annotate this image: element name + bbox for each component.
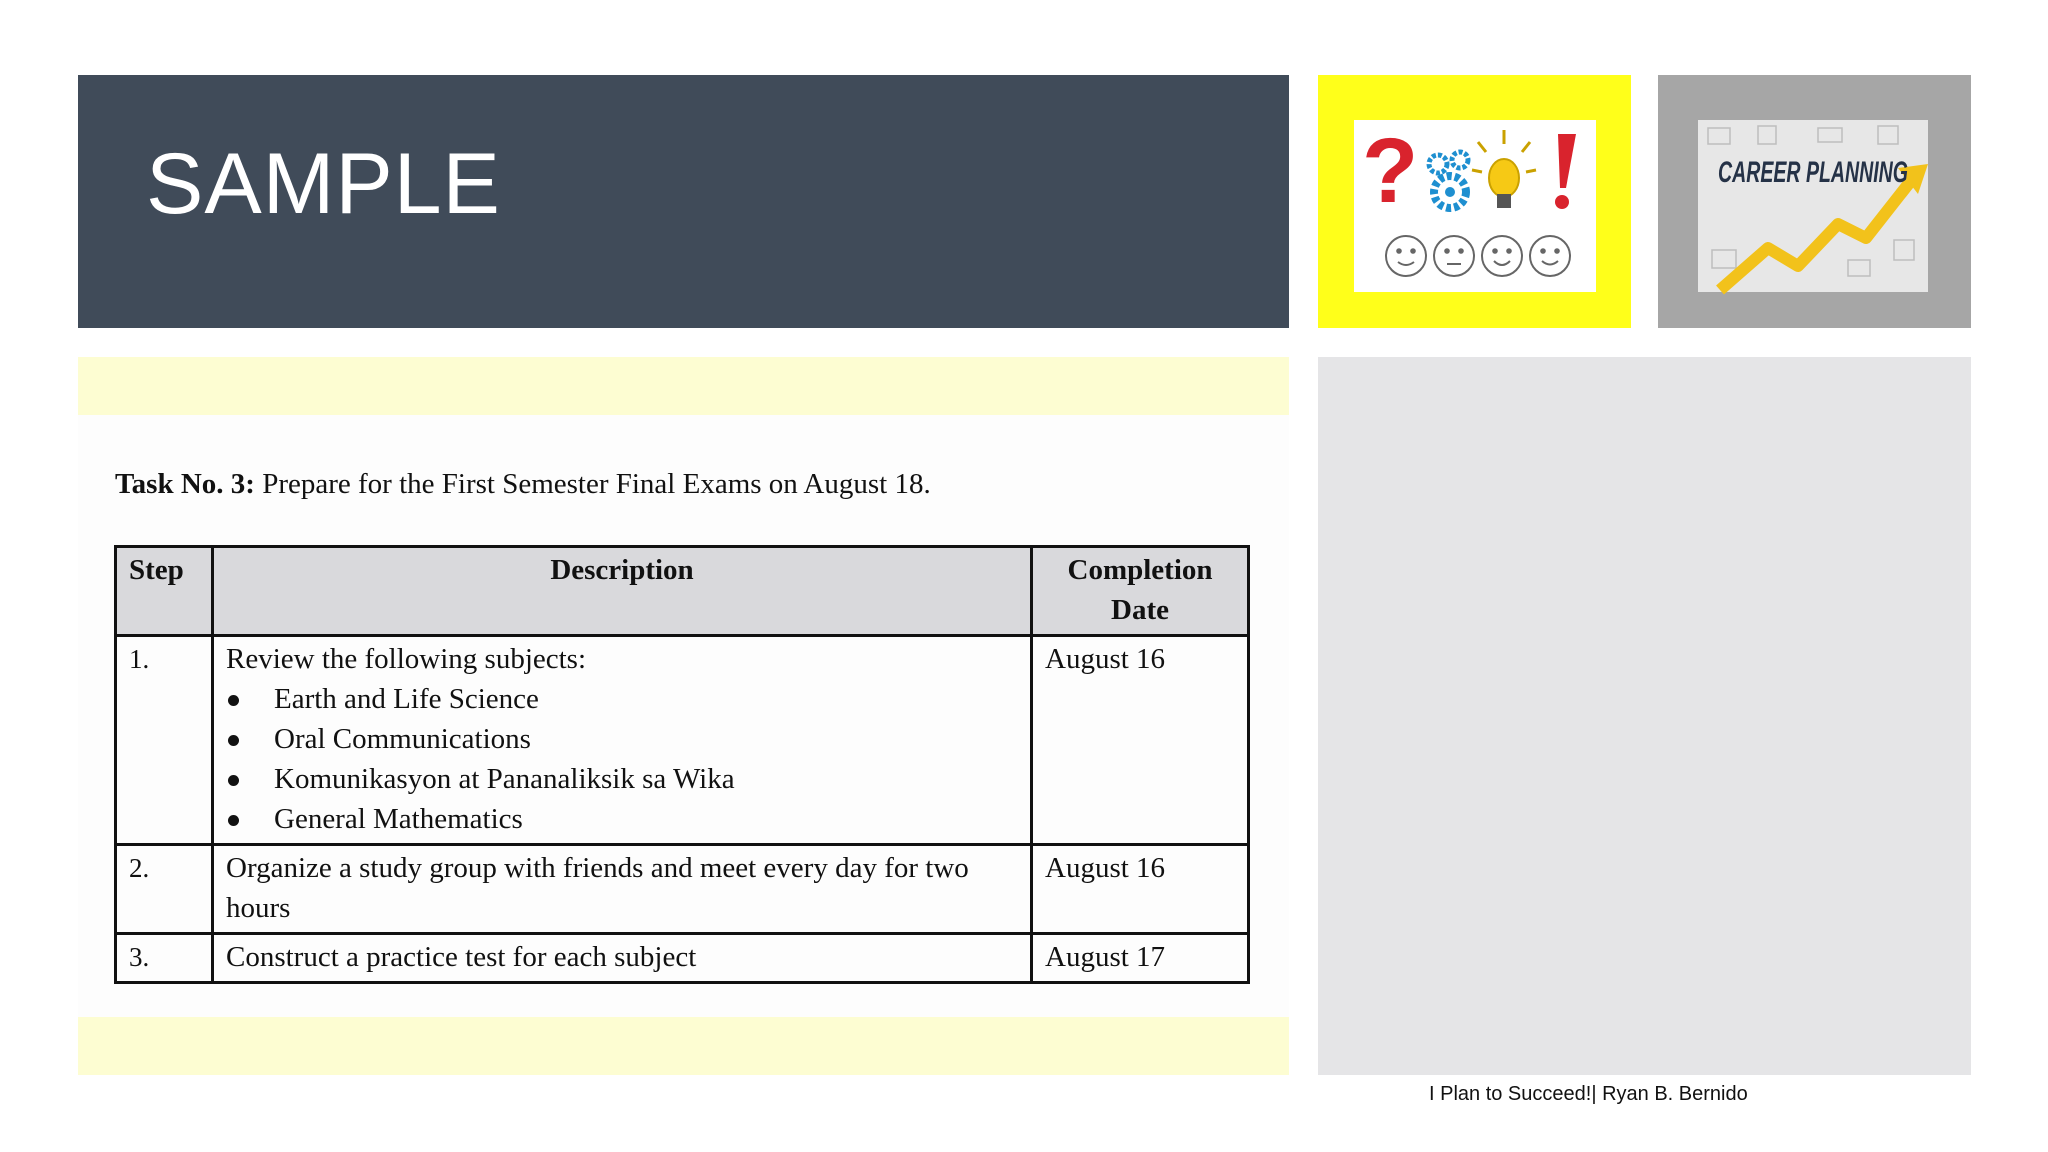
table-header-row <box>116 547 1249 636</box>
date-cell: August 16 <box>1032 845 1249 934</box>
list-item: Oral Communications <box>226 719 1018 759</box>
step-cell: 3. <box>116 934 213 983</box>
career-planning-image <box>1658 75 1971 328</box>
task-label: Task No. 3: <box>115 468 255 500</box>
slide-footer: I Plan to Succeed!| Ryan B. Bernido <box>1429 1083 1748 1105</box>
header-description: Description <box>213 547 1032 636</box>
task-table <box>114 545 1250 984</box>
task-text: Prepare for the First Semester Final Exams on August 18. <box>254 468 931 500</box>
career-planning-illustration <box>1698 120 1928 292</box>
table-row <box>116 636 1249 845</box>
brainstorm-illustration <box>1354 120 1596 292</box>
title-band <box>78 75 1289 328</box>
list-item: Komunikasyon at Pananaliksik sa Wika <box>226 759 1018 799</box>
table-row <box>116 845 1249 934</box>
gears-icon <box>1429 152 1468 208</box>
lightbulb-icon <box>1472 130 1536 208</box>
list-item: Earth and Life Science <box>226 679 1018 719</box>
subject-list <box>226 679 1018 839</box>
highlight-band-top <box>78 357 1289 415</box>
table-row <box>116 934 1249 983</box>
list-item: General Mathematics <box>226 799 1018 839</box>
exclamation-icon <box>1555 134 1576 209</box>
task-heading <box>115 468 931 501</box>
header-step: Step <box>116 547 213 636</box>
side-panel <box>1318 357 1971 1075</box>
date-cell: August 16 <box>1032 636 1249 845</box>
description-cell <box>213 636 1032 845</box>
question-mark-icon <box>1362 120 1418 222</box>
description-text: Review the following subjects: <box>226 643 587 675</box>
description-cell: Construct a practice test for each subject <box>213 934 1032 983</box>
step-cell: 1. <box>116 636 213 845</box>
description-cell: Organize a study group with friends and meet every day for two hours <box>213 845 1032 934</box>
career-planning-caption: CAREER PLANNING <box>1718 156 1908 189</box>
brainstorm-image <box>1318 75 1631 328</box>
date-cell: August 17 <box>1032 934 1249 983</box>
step-cell: 2. <box>116 845 213 934</box>
svg-text:?: ? <box>1362 120 1419 222</box>
smiley-faces-icon <box>1386 236 1570 276</box>
slide-title: SAMPLE <box>146 136 501 232</box>
highlight-band-bottom <box>78 1017 1289 1075</box>
header-completion-date: Completion Date <box>1032 547 1249 636</box>
